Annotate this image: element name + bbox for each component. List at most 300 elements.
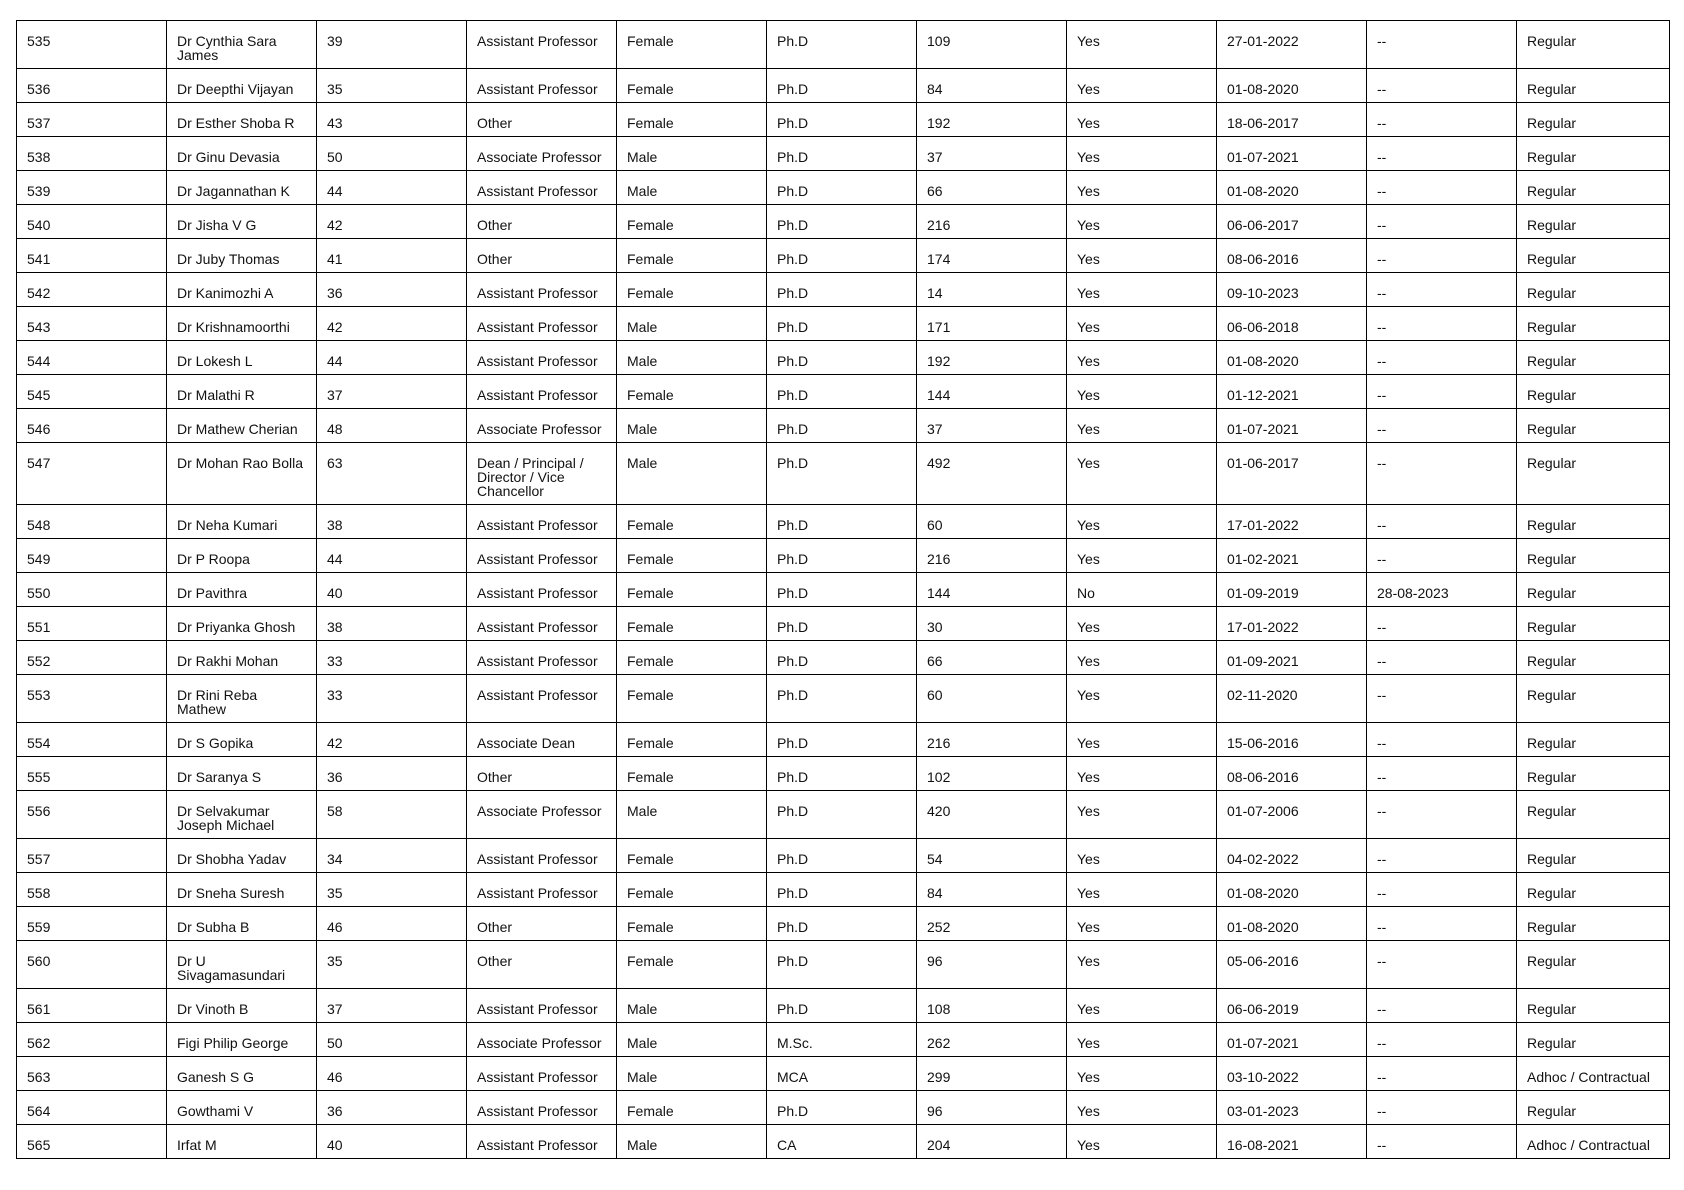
- cell-currently-working: Yes: [1067, 839, 1217, 873]
- cell-designation: Associate Professor: [467, 1023, 617, 1057]
- cell-experience-months: 204: [917, 1125, 1067, 1159]
- cell-qualification: Ph.D: [767, 791, 917, 839]
- cell-age: 42: [317, 205, 467, 239]
- cell-experience-months: 109: [917, 21, 1067, 69]
- cell-leaving-date: --: [1367, 941, 1517, 989]
- cell-gender: Female: [617, 675, 767, 723]
- cell-gender: Female: [617, 539, 767, 573]
- cell-experience-months: 299: [917, 1057, 1067, 1091]
- cell-leaving-date: --: [1367, 103, 1517, 137]
- cell-appointment-type: Regular: [1517, 137, 1670, 171]
- cell-serial-number: 561: [17, 989, 167, 1023]
- cell-joining-date: 03-10-2022: [1217, 1057, 1367, 1091]
- cell-name: Dr S Gopika: [167, 723, 317, 757]
- cell-serial-number: 538: [17, 137, 167, 171]
- cell-experience-months: 96: [917, 1091, 1067, 1125]
- cell-joining-date: 02-11-2020: [1217, 675, 1367, 723]
- cell-gender: Male: [617, 989, 767, 1023]
- cell-joining-date: 01-07-2021: [1217, 137, 1367, 171]
- cell-currently-working: Yes: [1067, 791, 1217, 839]
- cell-joining-date: 05-06-2016: [1217, 941, 1367, 989]
- cell-gender: Male: [617, 791, 767, 839]
- cell-serial-number: 564: [17, 1091, 167, 1125]
- cell-joining-date: 17-01-2022: [1217, 505, 1367, 539]
- cell-qualification: Ph.D: [767, 505, 917, 539]
- cell-age: 48: [317, 409, 467, 443]
- table-row: [17, 307, 1670, 341]
- cell-joining-date: 08-06-2016: [1217, 239, 1367, 273]
- table-row: [17, 989, 1670, 1023]
- cell-joining-date: 01-09-2021: [1217, 641, 1367, 675]
- cell-joining-date: 03-01-2023: [1217, 1091, 1367, 1125]
- cell-gender: Female: [617, 757, 767, 791]
- table-row: [17, 205, 1670, 239]
- table-row: [17, 375, 1670, 409]
- cell-age: 46: [317, 1057, 467, 1091]
- table-row: [17, 723, 1670, 757]
- cell-experience-months: 60: [917, 505, 1067, 539]
- cell-serial-number: 540: [17, 205, 167, 239]
- cell-name: Dr Krishnamoorthi: [167, 307, 317, 341]
- cell-designation: Dean / Principal / Director / Vice Chancellor: [467, 443, 617, 505]
- cell-age: 44: [317, 539, 467, 573]
- cell-qualification: M.Sc.: [767, 1023, 917, 1057]
- cell-serial-number: 541: [17, 239, 167, 273]
- cell-age: 42: [317, 723, 467, 757]
- cell-experience-months: 37: [917, 137, 1067, 171]
- cell-gender: Female: [617, 103, 767, 137]
- cell-name: Dr Mathew Cherian: [167, 409, 317, 443]
- cell-leaving-date: --: [1367, 1091, 1517, 1125]
- table-body: [17, 21, 1670, 1159]
- cell-serial-number: 536: [17, 69, 167, 103]
- cell-gender: Male: [617, 443, 767, 505]
- cell-designation: Assistant Professor: [467, 505, 617, 539]
- cell-age: 35: [317, 873, 467, 907]
- cell-designation: Other: [467, 239, 617, 273]
- cell-serial-number: 542: [17, 273, 167, 307]
- table-row: [17, 1057, 1670, 1091]
- cell-qualification: Ph.D: [767, 757, 917, 791]
- cell-experience-months: 144: [917, 375, 1067, 409]
- cell-qualification: Ph.D: [767, 941, 917, 989]
- cell-designation: Assistant Professor: [467, 1057, 617, 1091]
- cell-age: 63: [317, 443, 467, 505]
- cell-age: 38: [317, 505, 467, 539]
- cell-qualification: Ph.D: [767, 21, 917, 69]
- cell-designation: Assistant Professor: [467, 539, 617, 573]
- cell-designation: Other: [467, 205, 617, 239]
- cell-age: 44: [317, 171, 467, 205]
- cell-gender: Male: [617, 307, 767, 341]
- cell-joining-date: 17-01-2022: [1217, 607, 1367, 641]
- cell-currently-working: Yes: [1067, 1023, 1217, 1057]
- cell-serial-number: 547: [17, 443, 167, 505]
- cell-currently-working: Yes: [1067, 641, 1217, 675]
- cell-experience-months: 37: [917, 409, 1067, 443]
- cell-experience-months: 96: [917, 941, 1067, 989]
- cell-serial-number: 556: [17, 791, 167, 839]
- cell-experience-months: 84: [917, 69, 1067, 103]
- cell-joining-date: 01-02-2021: [1217, 539, 1367, 573]
- cell-serial-number: 546: [17, 409, 167, 443]
- cell-leaving-date: --: [1367, 539, 1517, 573]
- cell-qualification: Ph.D: [767, 839, 917, 873]
- cell-gender: Male: [617, 1023, 767, 1057]
- cell-gender: Male: [617, 1057, 767, 1091]
- table-row: [17, 873, 1670, 907]
- cell-serial-number: 558: [17, 873, 167, 907]
- cell-name: Dr Saranya S: [167, 757, 317, 791]
- cell-name: Dr Rini Reba Mathew: [167, 675, 317, 723]
- cell-appointment-type: Regular: [1517, 839, 1670, 873]
- cell-designation: Assistant Professor: [467, 839, 617, 873]
- cell-currently-working: Yes: [1067, 907, 1217, 941]
- cell-leaving-date: --: [1367, 989, 1517, 1023]
- table-row: [17, 791, 1670, 839]
- cell-qualification: Ph.D: [767, 171, 917, 205]
- cell-appointment-type: Regular: [1517, 443, 1670, 505]
- cell-gender: Female: [617, 375, 767, 409]
- cell-name: Dr Malathi R: [167, 375, 317, 409]
- cell-name: Dr Ginu Devasia: [167, 137, 317, 171]
- cell-currently-working: Yes: [1067, 941, 1217, 989]
- cell-designation: Other: [467, 907, 617, 941]
- cell-serial-number: 544: [17, 341, 167, 375]
- cell-leaving-date: --: [1367, 307, 1517, 341]
- cell-leaving-date: --: [1367, 839, 1517, 873]
- faculty-table: [16, 20, 1670, 1159]
- cell-experience-months: 420: [917, 791, 1067, 839]
- cell-name: Dr Jagannathan K: [167, 171, 317, 205]
- cell-gender: Female: [617, 573, 767, 607]
- cell-currently-working: No: [1067, 573, 1217, 607]
- cell-leaving-date: --: [1367, 873, 1517, 907]
- table-row: [17, 641, 1670, 675]
- cell-appointment-type: Regular: [1517, 607, 1670, 641]
- cell-experience-months: 174: [917, 239, 1067, 273]
- cell-serial-number: 545: [17, 375, 167, 409]
- cell-appointment-type: Adhoc / Contractual: [1517, 1057, 1670, 1091]
- cell-qualification: Ph.D: [767, 205, 917, 239]
- cell-designation: Other: [467, 757, 617, 791]
- cell-name: Dr Rakhi Mohan: [167, 641, 317, 675]
- cell-leaving-date: --: [1367, 757, 1517, 791]
- cell-appointment-type: Regular: [1517, 1023, 1670, 1057]
- cell-leaving-date: --: [1367, 21, 1517, 69]
- cell-currently-working: Yes: [1067, 1125, 1217, 1159]
- cell-name: Dr Selvakumar Joseph Michael: [167, 791, 317, 839]
- table-row: [17, 21, 1670, 69]
- cell-age: 36: [317, 1091, 467, 1125]
- cell-gender: Female: [617, 21, 767, 69]
- cell-currently-working: Yes: [1067, 375, 1217, 409]
- cell-serial-number: 555: [17, 757, 167, 791]
- table-row: [17, 757, 1670, 791]
- table-row: [17, 1091, 1670, 1125]
- cell-appointment-type: Regular: [1517, 873, 1670, 907]
- cell-appointment-type: Regular: [1517, 205, 1670, 239]
- cell-age: 33: [317, 675, 467, 723]
- cell-designation: Assistant Professor: [467, 171, 617, 205]
- cell-gender: Male: [617, 409, 767, 443]
- table-row: [17, 505, 1670, 539]
- cell-appointment-type: Regular: [1517, 307, 1670, 341]
- cell-gender: Male: [617, 1125, 767, 1159]
- cell-gender: Female: [617, 839, 767, 873]
- cell-age: 50: [317, 1023, 467, 1057]
- cell-name: Dr Deepthi Vijayan: [167, 69, 317, 103]
- cell-appointment-type: Regular: [1517, 907, 1670, 941]
- cell-joining-date: 16-08-2021: [1217, 1125, 1367, 1159]
- cell-leaving-date: --: [1367, 239, 1517, 273]
- cell-currently-working: Yes: [1067, 205, 1217, 239]
- cell-gender: Female: [617, 641, 767, 675]
- cell-name: Dr Subha B: [167, 907, 317, 941]
- cell-leaving-date: --: [1367, 69, 1517, 103]
- cell-appointment-type: Regular: [1517, 675, 1670, 723]
- cell-currently-working: Yes: [1067, 505, 1217, 539]
- cell-serial-number: 549: [17, 539, 167, 573]
- cell-serial-number: 548: [17, 505, 167, 539]
- cell-qualification: Ph.D: [767, 375, 917, 409]
- cell-gender: Female: [617, 1091, 767, 1125]
- cell-leaving-date: --: [1367, 791, 1517, 839]
- cell-joining-date: 04-02-2022: [1217, 839, 1367, 873]
- cell-gender: Female: [617, 239, 767, 273]
- cell-age: 35: [317, 941, 467, 989]
- cell-appointment-type: Regular: [1517, 505, 1670, 539]
- cell-currently-working: Yes: [1067, 341, 1217, 375]
- cell-appointment-type: Regular: [1517, 341, 1670, 375]
- cell-designation: Assistant Professor: [467, 873, 617, 907]
- cell-designation: Assistant Professor: [467, 1125, 617, 1159]
- cell-appointment-type: Regular: [1517, 757, 1670, 791]
- cell-joining-date: 01-08-2020: [1217, 907, 1367, 941]
- cell-qualification: Ph.D: [767, 273, 917, 307]
- cell-age: 39: [317, 21, 467, 69]
- cell-designation: Associate Professor: [467, 137, 617, 171]
- cell-age: 40: [317, 573, 467, 607]
- cell-designation: Assistant Professor: [467, 989, 617, 1023]
- cell-age: 42: [317, 307, 467, 341]
- cell-serial-number: 550: [17, 573, 167, 607]
- cell-age: 37: [317, 375, 467, 409]
- cell-leaving-date: --: [1367, 723, 1517, 757]
- cell-currently-working: Yes: [1067, 69, 1217, 103]
- cell-age: 40: [317, 1125, 467, 1159]
- cell-leaving-date: --: [1367, 1057, 1517, 1091]
- cell-qualification: Ph.D: [767, 907, 917, 941]
- cell-name: Dr Priyanka Ghosh: [167, 607, 317, 641]
- cell-joining-date: 01-08-2020: [1217, 873, 1367, 907]
- cell-joining-date: 01-09-2019: [1217, 573, 1367, 607]
- cell-age: 50: [317, 137, 467, 171]
- cell-name: Dr Juby Thomas: [167, 239, 317, 273]
- cell-qualification: Ph.D: [767, 307, 917, 341]
- cell-serial-number: 559: [17, 907, 167, 941]
- cell-currently-working: Yes: [1067, 137, 1217, 171]
- cell-joining-date: 01-08-2020: [1217, 171, 1367, 205]
- cell-experience-months: 108: [917, 989, 1067, 1023]
- cell-qualification: Ph.D: [767, 409, 917, 443]
- cell-designation: Other: [467, 103, 617, 137]
- table-row: [17, 409, 1670, 443]
- cell-serial-number: 562: [17, 1023, 167, 1057]
- cell-name: Figi Philip George: [167, 1023, 317, 1057]
- cell-joining-date: 08-06-2016: [1217, 757, 1367, 791]
- table-row: [17, 171, 1670, 205]
- cell-age: 36: [317, 757, 467, 791]
- cell-name: Gowthami V: [167, 1091, 317, 1125]
- cell-name: Dr Mohan Rao Bolla: [167, 443, 317, 505]
- cell-designation: Assistant Professor: [467, 1091, 617, 1125]
- cell-age: 33: [317, 641, 467, 675]
- cell-currently-working: Yes: [1067, 171, 1217, 205]
- cell-appointment-type: Adhoc / Contractual: [1517, 1125, 1670, 1159]
- cell-joining-date: 15-06-2016: [1217, 723, 1367, 757]
- cell-leaving-date: --: [1367, 1125, 1517, 1159]
- cell-currently-working: Yes: [1067, 239, 1217, 273]
- cell-qualification: Ph.D: [767, 607, 917, 641]
- table-row: [17, 907, 1670, 941]
- cell-designation: Assistant Professor: [467, 273, 617, 307]
- cell-appointment-type: Regular: [1517, 171, 1670, 205]
- cell-appointment-type: Regular: [1517, 539, 1670, 573]
- cell-name: Dr Shobha Yadav: [167, 839, 317, 873]
- cell-currently-working: Yes: [1067, 607, 1217, 641]
- cell-leaving-date: 28-08-2023: [1367, 573, 1517, 607]
- cell-designation: Associate Dean: [467, 723, 617, 757]
- cell-experience-months: 14: [917, 273, 1067, 307]
- table-row: [17, 675, 1670, 723]
- cell-leaving-date: --: [1367, 375, 1517, 409]
- cell-experience-months: 30: [917, 607, 1067, 641]
- cell-age: 35: [317, 69, 467, 103]
- cell-name: Dr Pavithra: [167, 573, 317, 607]
- cell-designation: Other: [467, 941, 617, 989]
- cell-qualification: Ph.D: [767, 573, 917, 607]
- cell-leaving-date: --: [1367, 505, 1517, 539]
- cell-currently-working: Yes: [1067, 307, 1217, 341]
- cell-age: 58: [317, 791, 467, 839]
- cell-designation: Associate Professor: [467, 791, 617, 839]
- cell-appointment-type: Regular: [1517, 573, 1670, 607]
- cell-name: Dr P Roopa: [167, 539, 317, 573]
- cell-designation: Assistant Professor: [467, 675, 617, 723]
- cell-designation: Assistant Professor: [467, 307, 617, 341]
- cell-designation: Assistant Professor: [467, 341, 617, 375]
- cell-name: Dr Neha Kumari: [167, 505, 317, 539]
- cell-currently-working: Yes: [1067, 539, 1217, 573]
- cell-name: Dr U Sivagamasundari: [167, 941, 317, 989]
- cell-gender: Female: [617, 505, 767, 539]
- cell-appointment-type: Regular: [1517, 989, 1670, 1023]
- cell-qualification: Ph.D: [767, 989, 917, 1023]
- cell-currently-working: Yes: [1067, 675, 1217, 723]
- cell-experience-months: 262: [917, 1023, 1067, 1057]
- cell-appointment-type: Regular: [1517, 791, 1670, 839]
- cell-experience-months: 54: [917, 839, 1067, 873]
- cell-designation: Assistant Professor: [467, 375, 617, 409]
- cell-age: 36: [317, 273, 467, 307]
- cell-name: Dr Esther Shoba R: [167, 103, 317, 137]
- cell-experience-months: 216: [917, 723, 1067, 757]
- cell-serial-number: 551: [17, 607, 167, 641]
- cell-gender: Female: [617, 723, 767, 757]
- cell-age: 46: [317, 907, 467, 941]
- table-row: [17, 341, 1670, 375]
- cell-serial-number: 554: [17, 723, 167, 757]
- cell-experience-months: 144: [917, 573, 1067, 607]
- cell-appointment-type: Regular: [1517, 941, 1670, 989]
- cell-currently-working: Yes: [1067, 409, 1217, 443]
- cell-qualification: Ph.D: [767, 341, 917, 375]
- cell-qualification: Ph.D: [767, 873, 917, 907]
- cell-designation: Associate Professor: [467, 409, 617, 443]
- cell-qualification: Ph.D: [767, 1091, 917, 1125]
- cell-experience-months: 66: [917, 171, 1067, 205]
- cell-leaving-date: --: [1367, 341, 1517, 375]
- table-row: [17, 239, 1670, 273]
- cell-qualification: Ph.D: [767, 103, 917, 137]
- cell-qualification: Ph.D: [767, 539, 917, 573]
- cell-joining-date: 01-06-2017: [1217, 443, 1367, 505]
- cell-leaving-date: --: [1367, 171, 1517, 205]
- cell-gender: Female: [617, 873, 767, 907]
- cell-currently-working: Yes: [1067, 103, 1217, 137]
- cell-age: 34: [317, 839, 467, 873]
- cell-name: Dr Lokesh L: [167, 341, 317, 375]
- cell-appointment-type: Regular: [1517, 239, 1670, 273]
- cell-leaving-date: --: [1367, 607, 1517, 641]
- cell-name: Dr Sneha Suresh: [167, 873, 317, 907]
- cell-age: 43: [317, 103, 467, 137]
- cell-appointment-type: Regular: [1517, 409, 1670, 443]
- cell-serial-number: 537: [17, 103, 167, 137]
- cell-currently-working: Yes: [1067, 723, 1217, 757]
- cell-age: 44: [317, 341, 467, 375]
- cell-gender: Male: [617, 137, 767, 171]
- cell-appointment-type: Regular: [1517, 273, 1670, 307]
- cell-currently-working: Yes: [1067, 757, 1217, 791]
- table-row: [17, 607, 1670, 641]
- cell-leaving-date: --: [1367, 205, 1517, 239]
- cell-appointment-type: Regular: [1517, 375, 1670, 409]
- cell-joining-date: 01-08-2020: [1217, 341, 1367, 375]
- table-row: [17, 573, 1670, 607]
- cell-serial-number: 539: [17, 171, 167, 205]
- cell-appointment-type: Regular: [1517, 103, 1670, 137]
- cell-experience-months: 192: [917, 341, 1067, 375]
- cell-serial-number: 557: [17, 839, 167, 873]
- cell-qualification: Ph.D: [767, 723, 917, 757]
- cell-leaving-date: --: [1367, 443, 1517, 505]
- cell-experience-months: 252: [917, 907, 1067, 941]
- cell-leaving-date: --: [1367, 675, 1517, 723]
- cell-currently-working: Yes: [1067, 21, 1217, 69]
- cell-joining-date: 01-12-2021: [1217, 375, 1367, 409]
- table-row: [17, 1023, 1670, 1057]
- cell-gender: Female: [617, 273, 767, 307]
- cell-qualification: CA: [767, 1125, 917, 1159]
- cell-joining-date: 06-06-2017: [1217, 205, 1367, 239]
- cell-gender: Female: [617, 205, 767, 239]
- cell-serial-number: 535: [17, 21, 167, 69]
- cell-leaving-date: --: [1367, 273, 1517, 307]
- cell-currently-working: Yes: [1067, 1057, 1217, 1091]
- cell-appointment-type: Regular: [1517, 69, 1670, 103]
